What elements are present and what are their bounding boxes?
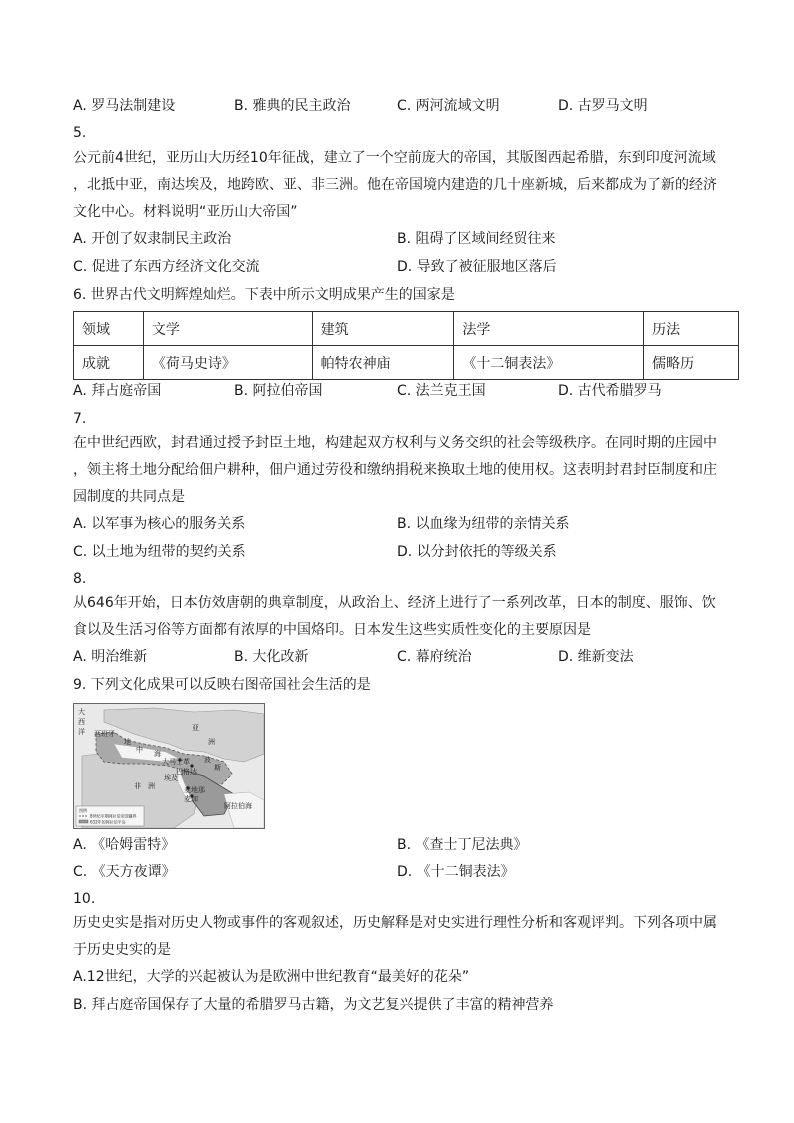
q10-stem-line: 历史史实是指对历史人物或事件的客观叙述，历史解释是对史实进行理性分析和客观评判。下列各项中属 bbox=[73, 915, 717, 931]
table-cell: 帕特农神庙 bbox=[312, 346, 454, 380]
table-cell: 法学 bbox=[454, 312, 644, 346]
q5-stem-line: ，北抵中亚，南达埃及，地跨欧、亚、非三洲。他在帝国境内建造的几十座新城，后来都成为了新的经济 bbox=[73, 177, 717, 193]
map-label: 洲 bbox=[148, 782, 155, 790]
q8-option-a: A. 明治维新 bbox=[73, 649, 148, 665]
q7-option-b: B. 以血缘为纽带的亲情关系 bbox=[397, 516, 570, 532]
achievements-table bbox=[73, 311, 739, 380]
q6-option-d: D. 古代希腊罗马 bbox=[558, 383, 662, 399]
q8-option-d: D. 维新变法 bbox=[558, 649, 634, 665]
q4-option-d: D. 古罗马文明 bbox=[558, 98, 648, 114]
table-cell: 历法 bbox=[644, 312, 739, 346]
q6-option-a: A. 拜占庭帝国 bbox=[73, 383, 162, 399]
arab-empire-map bbox=[73, 703, 265, 829]
map-label: 地 bbox=[124, 738, 131, 746]
table-row bbox=[74, 346, 739, 380]
q9-option-d: D. 《十二铜表法》 bbox=[397, 864, 515, 880]
map-label: 非 bbox=[134, 782, 141, 790]
q7-number: 7. bbox=[73, 411, 87, 427]
map-label: 西 bbox=[78, 718, 85, 726]
q5-option-d: D. 导致了被征服地区落后 bbox=[397, 259, 557, 275]
q6-option-c: C. 法兰克王国 bbox=[397, 383, 486, 399]
map-legend-item: 8世纪中期阿拉伯帝国疆界 bbox=[90, 813, 137, 819]
q10-option-b: B. 拜占庭帝国保存了大量的希腊罗马古籍，为文艺复兴提供了丰富的精神营养 bbox=[73, 997, 554, 1013]
map-graphic bbox=[74, 704, 264, 828]
q9-stem: 9. 下列文化成果可以反映右图帝国社会生活的是 bbox=[73, 677, 371, 693]
map-label: 中 bbox=[136, 746, 143, 754]
q10-number: 10. bbox=[73, 891, 96, 907]
map-label: 波 bbox=[204, 756, 211, 764]
q7-stem-line: ，领主将土地分配给佃户耕种，佃户通过劳役和缴纳捐税来换取土地的使用权。这表明封君封臣制度和庄 bbox=[73, 462, 717, 478]
q10-stem-line: 于历史史实的是 bbox=[73, 942, 171, 958]
q7-stem-line: 在中世纪西欧，封君通过授予封臣土地，构建起双方权利与义务交织的社会等级秩序。在同时期的庄园中 bbox=[73, 435, 717, 451]
table-cell: 成就 bbox=[74, 346, 144, 380]
table-row bbox=[74, 312, 739, 346]
map-label: 埃及 bbox=[164, 774, 178, 782]
map-legend-title: 图例 bbox=[79, 808, 87, 813]
map-label: 海 bbox=[154, 750, 161, 758]
map-label: 斯 bbox=[214, 764, 221, 772]
q5-option-b: B. 阻碍了区域间经贸往来 bbox=[397, 231, 556, 247]
table-cell: 儒略历 bbox=[644, 346, 739, 380]
q5-stem-line: 文化中心。材料说明“亚历山大帝国” bbox=[73, 204, 298, 220]
map-label: 阿拉伯海 bbox=[224, 802, 252, 810]
q6-stem: 6. 世界古代文明辉煌灿烂。下表中所示文明成果产生的国家是 bbox=[73, 287, 455, 303]
map-label: 麦地那 bbox=[184, 786, 205, 794]
q7-option-c: C. 以土地为纽带的契约关系 bbox=[73, 544, 246, 560]
map-label: 大 bbox=[78, 708, 85, 716]
q8-stem-line: 食以及生活习俗等方面都有浓厚的中国烙印。日本发生这些实质性变化的主要原因是 bbox=[73, 622, 591, 638]
q9-option-b: B. 《查士丁尼法典》 bbox=[397, 837, 528, 853]
q7-option-a: A. 以军事为核心的服务关系 bbox=[73, 516, 246, 532]
map-label: 西班牙 bbox=[94, 730, 115, 738]
q5-stem-line: 公元前4世纪，亚历山大历经10年征战，建立了一个空前庞大的帝国，其版图西起希腊，东到印度河流域 bbox=[73, 150, 716, 166]
q9-option-c: C. 《天方夜谭》 bbox=[73, 864, 176, 880]
map-legend-item: 632年的阿拉伯半岛 bbox=[90, 819, 126, 825]
q7-option-d: D. 以分封依托的等级关系 bbox=[397, 544, 557, 560]
q4-option-c: C. 两河流域文明 bbox=[397, 98, 500, 114]
q4-option-a: A. 罗马法制建设 bbox=[73, 98, 176, 114]
table-cell: 《十二铜表法》 bbox=[454, 346, 644, 380]
table-cell: 《荷马史诗》 bbox=[143, 346, 312, 380]
q7-stem-line: 园制度的共同点是 bbox=[73, 489, 185, 505]
map-label: 洲 bbox=[208, 738, 215, 746]
map-label: 麦加 bbox=[184, 795, 198, 803]
map-label: 巴格达 bbox=[176, 768, 197, 776]
q8-stem-line: 从646年开始，日本仿效唐朝的典章制度，从政治上、经济上进行了一系列改革，日本的制度、服饰、饮 bbox=[73, 595, 716, 611]
q6-option-b: B. 阿拉伯帝国 bbox=[234, 383, 323, 399]
table-cell: 文学 bbox=[143, 312, 312, 346]
q4-option-b: B. 雅典的民主政治 bbox=[234, 98, 351, 114]
map-label: 大马士革 bbox=[162, 758, 190, 766]
q9-option-a: A. 《哈姆雷特》 bbox=[73, 837, 176, 853]
map-label: 亚 bbox=[192, 724, 199, 732]
q5-option-c: C. 促进了东西方经济文化交流 bbox=[73, 259, 260, 275]
q8-number: 8. bbox=[73, 571, 87, 587]
q5-number: 5. bbox=[73, 125, 87, 141]
table-cell: 建筑 bbox=[312, 312, 454, 346]
q10-option-a: A.12世纪，大学的兴起被认为是欧洲中世纪教育“最美好的花朵” bbox=[73, 969, 470, 985]
map-label: 洋 bbox=[78, 728, 85, 736]
q8-option-b: B. 大化改新 bbox=[234, 649, 309, 665]
q5-option-a: A. 开创了奴隶制民主政治 bbox=[73, 231, 232, 247]
q8-option-c: C. 幕府统治 bbox=[397, 649, 472, 665]
table-cell: 领域 bbox=[74, 312, 144, 346]
